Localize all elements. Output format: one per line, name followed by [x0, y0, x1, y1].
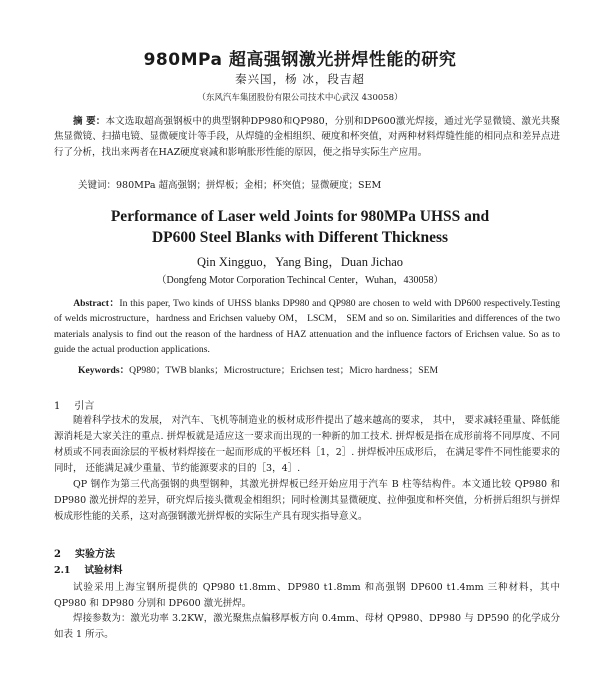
section-1-paragraph-1: 随着科学技术的发展， 对汽车、飞机等制造业的板材成形件提出了越来越高的要求， 其中， 要求减轻重量、降低能源消耗是大家关注的重点. 拼焊板就是适应这一要求而出现的一种新的加工技术. 拼焊板是指在成形前将不同厚度、不同材质或不同表面涂层的平板材料焊接在一起而形成的平板坯料［1，2］. 拼焊板冲压成形后， 在满足零件不同性能要求的同时， 还能满足减少重量、节约能源要求的目的［3，4］.	[54, 415, 560, 474]
english-abstract	[54, 296, 560, 357]
chinese-keywords	[78, 177, 558, 191]
section-1-heading	[54, 397, 94, 412]
section-2-paragraph-2: 焊接参数为：激光功率 3.2KW，激光聚焦点偏移厚板方向 0.4mm、母材 QP980、DP980 与 DP590 的化学成分如表 1 所示。	[54, 613, 560, 640]
section-2-title: 实验方法	[74, 549, 115, 560]
section-1-paragraph-2: QP 钢作为第三代高强钢的典型钢种，其激光拼焊板已经开始应用于汽车 B 柱等结构件。本文通比较 QP980 和 DP980 激光拼焊的差异，研究焊后接头微观金相组织；同时检测其显微硬度、拉伸强度和杯突值，分析拼后组织与拼焊板成形性能的关系，这对高强钢激光拼焊板的实际生产具有现实指导意义。	[54, 479, 560, 522]
english-keywords	[78, 362, 558, 376]
chinese-abstract	[54, 114, 560, 160]
section-2-number: 2	[54, 549, 61, 560]
chinese-authors: 秦兴国，杨 冰，段吉超	[235, 72, 365, 86]
english-title	[0, 206, 600, 248]
chinese-abstract-label: 摘 要：	[73, 116, 106, 127]
chinese-keywords-label: 关键词：	[78, 180, 117, 191]
english-keywords-text: QP980；TWB blanks；Microstructure；Erichsen test；Micro hardness；SEM	[129, 365, 438, 376]
english-keywords-label: Keywords：	[78, 365, 130, 376]
section-2-heading	[54, 545, 115, 560]
english-abstract-label: Abstract：	[73, 298, 120, 309]
section-2-body	[54, 580, 560, 642]
english-abstract-text: In this paper, Two kinds of UHSS blanks DP980 and QP980 are chosen to weld with DP600 respectively.Testing of welds microstructure，hardness and Erichsen valueby OM， LSCM， SEM and so on. Similarities and differences of the two materials analysis to find out the reason of the hardness of HAZ attenuation and the influence factors of Erichsen value. So as to guide the actual production applications.	[54, 298, 560, 355]
english-affiliation: （Dongfeng Motor Corporation Techincal Center，Wuhan，430058）	[156, 275, 444, 286]
section-2-paragraph-1: 试验采用上海宝钢所提供的 QP980 t1.8mm、DP980 t1.8mm 和高强钢 DP600 t1.4mm 三种材料，其中 QP980 和 DP980 分别和 DP600 激光拼焊。	[54, 582, 560, 609]
chinese-keywords-text: 980MPa 超高强钢；拼焊板；金相；杯突值；显微硬度；SEM	[116, 180, 382, 191]
subsection-2-1-title: 试验材料	[84, 565, 123, 576]
english-title-line-1: Performance of Laser weld Joints for 980MPa UHSS and	[110, 208, 490, 225]
section-1-number: 1	[54, 401, 61, 412]
chinese-abstract-text: 本文选取超高强钢板中的典型钢种DP980和QP980，分别和DP600激光焊接，通过光学显微镜、激光共聚焦显微镜、扫描电镜、显微硬度计等手段，从焊缝的金相组织、硬度和杯突值，对两种材料焊缝性能的相同点和差异点进行了分析，找出来两者在HAZ硬度衰减和影响胀形性能的原因，便之指导实际生产应用。	[54, 116, 560, 158]
chinese-affiliation: （东风汽车集团股份有限公司技术中心武汉 430058）	[197, 93, 403, 103]
english-title-line-2: DP600 Steel Blanks with Different Thickness	[151, 229, 449, 246]
section-1-title: 引言	[74, 401, 95, 412]
section-1-body	[54, 413, 560, 525]
english-authors: Qin Xingguo，Yang Bing，Duan Jichao	[196, 255, 404, 269]
subsection-2-1-heading	[54, 562, 123, 576]
chinese-title: 980MPa 超高强钢激光拼焊性能的研究	[143, 50, 457, 70]
subsection-2-1-number: 2.1	[54, 565, 71, 576]
